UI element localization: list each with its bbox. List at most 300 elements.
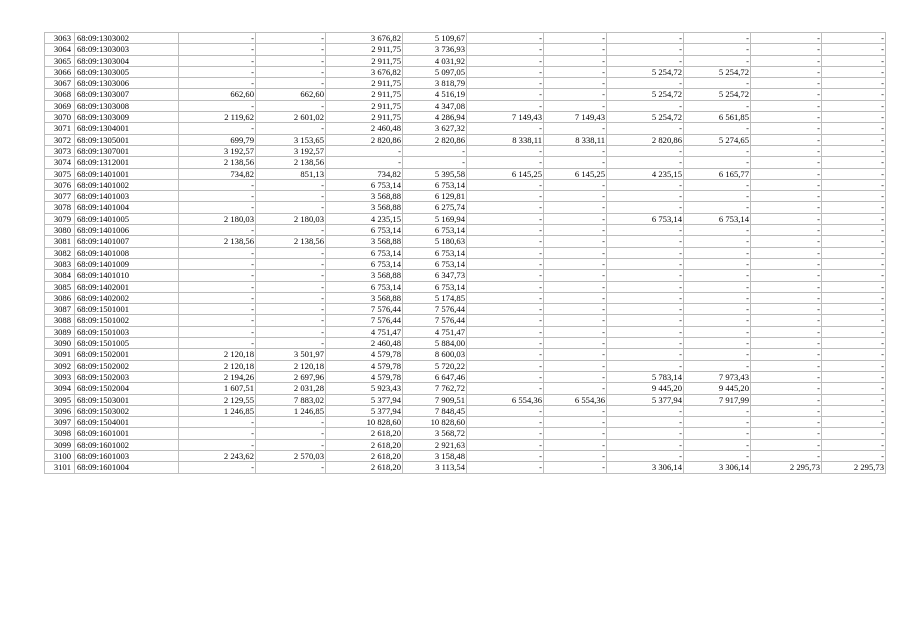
value-col-9-cell: - [751, 360, 822, 371]
cadastral-code-cell: 68:09:1303005 [75, 66, 179, 77]
value-col-2-cell: - [256, 428, 326, 439]
value-col-5-cell: - [467, 292, 544, 303]
value-col-1-cell: 2 243,62 [179, 450, 256, 461]
value-col-1-cell: 2 180,03 [179, 213, 256, 224]
value-col-2-cell: - [256, 179, 326, 190]
value-col-8-cell: - [684, 44, 751, 55]
cadastral-code-cell: 68:09:1401006 [75, 225, 179, 236]
value-col-3-cell: 4 751,47 [326, 326, 403, 337]
value-col-2-cell: 3 501,97 [256, 349, 326, 360]
table-row [45, 157, 886, 168]
value-col-5-cell: - [467, 258, 544, 269]
table-row [45, 145, 886, 156]
value-col-7-cell: - [607, 145, 684, 156]
value-col-10-cell: - [822, 349, 886, 360]
value-col-6-cell: - [544, 405, 607, 416]
value-col-10-cell: - [822, 281, 886, 292]
row-number-cell: 3065 [45, 55, 75, 66]
value-col-10-cell: - [822, 292, 886, 303]
cadastral-code-cell: 68:09:1501001 [75, 304, 179, 315]
value-col-10-cell: - [822, 428, 886, 439]
value-col-3-cell: 6 753,14 [326, 258, 403, 269]
value-col-2-cell: 3 192,57 [256, 145, 326, 156]
table-row [45, 281, 886, 292]
cadastral-code-cell: 68:09:1402001 [75, 281, 179, 292]
cadastral-code-cell: 68:09:1303008 [75, 100, 179, 111]
value-col-2-cell: 2 570,03 [256, 450, 326, 461]
cadastral-code-cell: 68:09:1504001 [75, 417, 179, 428]
value-col-10-cell: - [822, 315, 886, 326]
value-col-5-cell: - [467, 405, 544, 416]
value-col-9-cell: - [751, 349, 822, 360]
row-number-cell: 3071 [45, 123, 75, 134]
value-col-1-cell: - [179, 315, 256, 326]
value-col-7-cell: - [607, 202, 684, 213]
cadastral-code-cell: 68:09:1502001 [75, 349, 179, 360]
value-col-5-cell: - [467, 247, 544, 258]
value-col-10-cell: - [822, 371, 886, 382]
table-row [45, 304, 886, 315]
value-col-6-cell: - [544, 281, 607, 292]
value-col-10-cell: - [822, 383, 886, 394]
value-col-1-cell: 1 246,85 [179, 405, 256, 416]
value-col-4-cell: 6 129,81 [403, 191, 467, 202]
value-col-6-cell: - [544, 123, 607, 134]
value-col-2-cell: 2 601,02 [256, 112, 326, 123]
value-col-4-cell: 3 736,93 [403, 44, 467, 55]
cadastral-code-cell: 68:09:1601001 [75, 428, 179, 439]
value-col-8-cell: - [684, 326, 751, 337]
value-col-1-cell: - [179, 247, 256, 258]
value-col-2-cell: - [256, 462, 326, 473]
value-col-7-cell: 4 235,15 [607, 168, 684, 179]
cadastral-code-cell: 68:09:1502002 [75, 360, 179, 371]
value-col-2-cell: 2 138,56 [256, 236, 326, 247]
value-col-10-cell: - [822, 417, 886, 428]
cadastral-code-cell: 68:09:1501005 [75, 338, 179, 349]
value-col-6-cell: - [544, 360, 607, 371]
row-number-cell: 3069 [45, 100, 75, 111]
value-col-5-cell: - [467, 66, 544, 77]
value-col-5-cell: - [467, 450, 544, 461]
value-col-4-cell: 6 753,14 [403, 179, 467, 190]
value-col-2-cell: 2 138,56 [256, 157, 326, 168]
value-col-5-cell: - [467, 89, 544, 100]
value-col-3-cell: 5 923,43 [326, 383, 403, 394]
value-col-2-cell: - [256, 281, 326, 292]
cadastral-code-cell: 68:09:1312001 [75, 157, 179, 168]
value-col-3-cell: 2 911,75 [326, 112, 403, 123]
value-col-3-cell: 3 568,88 [326, 270, 403, 281]
value-col-7-cell: - [607, 450, 684, 461]
value-col-2-cell: - [256, 55, 326, 66]
value-col-3-cell: 5 377,94 [326, 405, 403, 416]
value-col-4-cell: 4 751,47 [403, 326, 467, 337]
value-col-1-cell: 734,82 [179, 168, 256, 179]
value-col-10-cell: - [822, 439, 886, 450]
value-col-7-cell: 9 445,20 [607, 383, 684, 394]
value-col-4-cell: 5 720,22 [403, 360, 467, 371]
value-col-8-cell: - [684, 100, 751, 111]
value-col-10-cell: - [822, 89, 886, 100]
table-row [45, 44, 886, 55]
value-col-6-cell: - [544, 179, 607, 190]
value-col-9-cell: - [751, 428, 822, 439]
row-number-cell: 3081 [45, 236, 75, 247]
value-col-9-cell: - [751, 202, 822, 213]
value-col-2-cell: - [256, 225, 326, 236]
value-col-10-cell: - [822, 225, 886, 236]
row-number-cell: 3072 [45, 134, 75, 145]
value-col-10-cell: - [822, 33, 886, 44]
value-col-6-cell: - [544, 145, 607, 156]
value-col-7-cell: - [607, 304, 684, 315]
value-col-3-cell: 6 753,14 [326, 225, 403, 236]
row-number-cell: 3074 [45, 157, 75, 168]
value-col-6-cell: - [544, 462, 607, 473]
row-number-cell: 3068 [45, 89, 75, 100]
value-col-1-cell: - [179, 304, 256, 315]
value-col-4-cell: 4 286,94 [403, 112, 467, 123]
value-col-8-cell: 9 445,20 [684, 383, 751, 394]
value-col-9-cell: - [751, 123, 822, 134]
value-col-6-cell: - [544, 292, 607, 303]
value-col-8-cell: - [684, 202, 751, 213]
value-col-7-cell: - [607, 258, 684, 269]
value-col-10-cell: - [822, 326, 886, 337]
value-col-5-cell: 6 145,25 [467, 168, 544, 179]
value-col-1-cell: - [179, 258, 256, 269]
value-col-9-cell: - [751, 247, 822, 258]
value-col-5-cell: - [467, 55, 544, 66]
value-col-10-cell: - [822, 258, 886, 269]
value-col-3-cell: 2 911,75 [326, 55, 403, 66]
row-number-cell: 3077 [45, 191, 75, 202]
table-row [45, 383, 886, 394]
table-row [45, 349, 886, 360]
value-col-9-cell: - [751, 213, 822, 224]
row-number-cell: 3091 [45, 349, 75, 360]
value-col-1-cell: - [179, 123, 256, 134]
cadastral-code-cell: 68:09:1401010 [75, 270, 179, 281]
value-col-2-cell: - [256, 439, 326, 450]
value-col-6-cell: - [544, 247, 607, 258]
value-col-1-cell: - [179, 33, 256, 44]
value-col-5-cell: - [467, 338, 544, 349]
cadastral-code-cell: 68:09:1501003 [75, 326, 179, 337]
value-col-4-cell: 5 097,05 [403, 66, 467, 77]
value-col-2-cell: - [256, 326, 326, 337]
cadastral-code-cell: 68:09:1401005 [75, 213, 179, 224]
value-col-2-cell: - [256, 258, 326, 269]
value-col-8-cell: - [684, 315, 751, 326]
value-col-1-cell: - [179, 55, 256, 66]
value-col-5-cell: - [467, 371, 544, 382]
value-col-10-cell: - [822, 338, 886, 349]
value-col-6-cell: - [544, 428, 607, 439]
table-row [45, 202, 886, 213]
value-col-2-cell: - [256, 247, 326, 258]
value-col-2-cell: - [256, 100, 326, 111]
value-col-9-cell: - [751, 179, 822, 190]
value-col-5-cell: - [467, 236, 544, 247]
table-row [45, 134, 886, 145]
value-col-8-cell: 7 917,99 [684, 394, 751, 405]
row-number-cell: 3064 [45, 44, 75, 55]
value-col-8-cell: - [684, 78, 751, 89]
value-col-3-cell: 3 676,82 [326, 66, 403, 77]
row-number-cell: 3095 [45, 394, 75, 405]
row-number-cell: 3098 [45, 428, 75, 439]
value-col-8-cell: - [684, 281, 751, 292]
value-col-5-cell: - [467, 179, 544, 190]
value-col-6-cell: - [544, 236, 607, 247]
value-col-3-cell: 6 753,14 [326, 247, 403, 258]
value-col-10-cell: - [822, 157, 886, 168]
value-col-6-cell: - [544, 157, 607, 168]
value-col-1-cell: - [179, 428, 256, 439]
value-col-3-cell: 3 568,88 [326, 191, 403, 202]
row-number-cell: 3079 [45, 213, 75, 224]
value-col-5-cell: - [467, 191, 544, 202]
value-col-5-cell: - [467, 33, 544, 44]
value-col-9-cell: - [751, 66, 822, 77]
value-col-10-cell: - [822, 236, 886, 247]
value-col-2-cell: - [256, 417, 326, 428]
value-col-1-cell: - [179, 100, 256, 111]
cadastral-code-cell: 68:09:1401001 [75, 168, 179, 179]
value-col-3-cell: 3 676,82 [326, 33, 403, 44]
value-col-7-cell: - [607, 428, 684, 439]
value-col-9-cell: - [751, 89, 822, 100]
value-col-8-cell: - [684, 338, 751, 349]
row-number-cell: 3080 [45, 225, 75, 236]
value-col-3-cell: 3 568,88 [326, 202, 403, 213]
value-col-1-cell: - [179, 202, 256, 213]
value-col-3-cell: 6 753,14 [326, 281, 403, 292]
value-col-6-cell: - [544, 371, 607, 382]
row-number-cell: 3086 [45, 292, 75, 303]
value-col-1-cell: 2 119,62 [179, 112, 256, 123]
value-col-4-cell: 3 113,54 [403, 462, 467, 473]
value-col-1-cell: - [179, 270, 256, 281]
value-col-6-cell: 6 554,36 [544, 394, 607, 405]
value-col-4-cell: 5 169,94 [403, 213, 467, 224]
value-col-2-cell: 2 697,96 [256, 371, 326, 382]
value-col-8-cell: - [684, 123, 751, 134]
value-col-9-cell: - [751, 394, 822, 405]
value-col-7-cell: - [607, 236, 684, 247]
value-col-7-cell: - [607, 270, 684, 281]
value-col-4-cell: 3 627,32 [403, 123, 467, 134]
cadastral-code-cell: 68:09:1401004 [75, 202, 179, 213]
cadastral-code-cell: 68:09:1307001 [75, 145, 179, 156]
value-col-3-cell: 3 568,88 [326, 236, 403, 247]
value-col-3-cell: 2 618,20 [326, 450, 403, 461]
value-col-8-cell: - [684, 450, 751, 461]
value-col-6-cell: - [544, 89, 607, 100]
value-col-6-cell: 7 149,43 [544, 112, 607, 123]
cadastral-code-cell: 68:09:1401003 [75, 191, 179, 202]
table-row [45, 33, 886, 44]
row-number-cell: 3067 [45, 78, 75, 89]
value-col-2-cell: - [256, 191, 326, 202]
row-number-cell: 3090 [45, 338, 75, 349]
cadastral-code-cell: 68:09:1402002 [75, 292, 179, 303]
value-col-7-cell: - [607, 315, 684, 326]
value-col-1-cell: - [179, 326, 256, 337]
table-row [45, 213, 886, 224]
value-col-1-cell: - [179, 66, 256, 77]
value-col-7-cell: 6 753,14 [607, 213, 684, 224]
row-number-cell: 3088 [45, 315, 75, 326]
value-col-4-cell: 6 753,14 [403, 225, 467, 236]
value-col-6-cell: - [544, 202, 607, 213]
value-col-10-cell: - [822, 450, 886, 461]
value-col-8-cell: 6 561,85 [684, 112, 751, 123]
cadastral-code-cell: 68:09:1304001 [75, 123, 179, 134]
value-col-2-cell: - [256, 66, 326, 77]
value-col-7-cell: - [607, 44, 684, 55]
value-col-3-cell: 2 820,86 [326, 134, 403, 145]
value-col-1-cell: 699,79 [179, 134, 256, 145]
table-row [45, 462, 886, 473]
value-col-1-cell: 2 120,18 [179, 360, 256, 371]
value-col-9-cell: - [751, 270, 822, 281]
value-col-3-cell: - [326, 145, 403, 156]
value-col-3-cell: 2 618,20 [326, 428, 403, 439]
cadastral-code-cell: 68:09:1601004 [75, 462, 179, 473]
table-row [45, 179, 886, 190]
cadastral-code-cell: 68:09:1503002 [75, 405, 179, 416]
value-col-10-cell: - [822, 405, 886, 416]
value-col-5-cell: - [467, 417, 544, 428]
row-number-cell: 3070 [45, 112, 75, 123]
value-col-1-cell: - [179, 281, 256, 292]
table-row [45, 112, 886, 123]
value-col-4-cell: 3 818,79 [403, 78, 467, 89]
value-col-6-cell: - [544, 225, 607, 236]
value-col-8-cell: 6 753,14 [684, 213, 751, 224]
value-col-4-cell: 5 180,63 [403, 236, 467, 247]
table-row [45, 371, 886, 382]
value-col-8-cell: - [684, 33, 751, 44]
value-col-9-cell: - [751, 236, 822, 247]
table-row [45, 78, 886, 89]
value-col-9-cell: - [751, 33, 822, 44]
row-number-cell: 3096 [45, 405, 75, 416]
value-col-4-cell: 6 753,14 [403, 247, 467, 258]
table-row [45, 338, 886, 349]
value-col-3-cell: - [326, 157, 403, 168]
row-number-cell: 3082 [45, 247, 75, 258]
value-col-4-cell: 6 647,46 [403, 371, 467, 382]
value-col-2-cell: - [256, 33, 326, 44]
value-col-6-cell: - [544, 66, 607, 77]
value-col-3-cell: 2 911,75 [326, 89, 403, 100]
value-col-5-cell: - [467, 326, 544, 337]
value-col-2-cell: - [256, 123, 326, 134]
row-number-cell: 3093 [45, 371, 75, 382]
value-col-6-cell: - [544, 450, 607, 461]
cadastral-code-cell: 68:09:1305001 [75, 134, 179, 145]
value-col-10-cell: - [822, 270, 886, 281]
value-col-8-cell: - [684, 292, 751, 303]
value-col-8-cell: - [684, 439, 751, 450]
value-col-7-cell: - [607, 281, 684, 292]
value-col-9-cell: - [751, 145, 822, 156]
value-col-4-cell: 5 109,67 [403, 33, 467, 44]
value-col-7-cell: - [607, 191, 684, 202]
row-number-cell: 3094 [45, 383, 75, 394]
value-col-8-cell: - [684, 428, 751, 439]
value-col-7-cell: 2 820,86 [607, 134, 684, 145]
value-col-10-cell: - [822, 394, 886, 405]
value-col-2-cell: 3 153,65 [256, 134, 326, 145]
value-col-10-cell: 2 295,73 [822, 462, 886, 473]
value-col-5-cell: 8 338,11 [467, 134, 544, 145]
value-col-4-cell: 7 576,44 [403, 315, 467, 326]
value-col-2-cell: - [256, 304, 326, 315]
value-col-6-cell: - [544, 78, 607, 89]
value-col-5-cell: - [467, 315, 544, 326]
value-col-1-cell: - [179, 78, 256, 89]
value-col-2-cell: - [256, 338, 326, 349]
row-number-cell: 3085 [45, 281, 75, 292]
value-col-5-cell: - [467, 281, 544, 292]
cadastral-code-cell: 68:09:1601002 [75, 439, 179, 450]
table-row [45, 258, 886, 269]
value-col-7-cell: - [607, 157, 684, 168]
value-col-2-cell: - [256, 270, 326, 281]
row-number-cell: 3101 [45, 462, 75, 473]
row-number-cell: 3078 [45, 202, 75, 213]
value-col-3-cell: 2 460,48 [326, 338, 403, 349]
value-col-3-cell: 7 576,44 [326, 315, 403, 326]
value-col-7-cell: 3 306,14 [607, 462, 684, 473]
value-col-2-cell: - [256, 292, 326, 303]
value-col-6-cell: - [544, 439, 607, 450]
value-col-3-cell: 2 911,75 [326, 100, 403, 111]
value-col-8-cell: - [684, 236, 751, 247]
value-col-2-cell: 662,60 [256, 89, 326, 100]
value-col-6-cell: - [544, 383, 607, 394]
value-col-4-cell: 10 828,60 [403, 417, 467, 428]
cadastral-code-cell: 68:09:1502003 [75, 371, 179, 382]
value-col-9-cell: 2 295,73 [751, 462, 822, 473]
value-col-7-cell: 5 783,14 [607, 371, 684, 382]
value-col-4-cell: 3 568,72 [403, 428, 467, 439]
value-col-4-cell: 7 576,44 [403, 304, 467, 315]
value-col-7-cell: - [607, 247, 684, 258]
value-col-9-cell: - [751, 304, 822, 315]
value-col-9-cell: - [751, 326, 822, 337]
value-col-3-cell: 4 235,15 [326, 213, 403, 224]
value-col-4-cell: 6 275,74 [403, 202, 467, 213]
value-col-5-cell: - [467, 213, 544, 224]
value-col-7-cell: - [607, 123, 684, 134]
value-col-9-cell: - [751, 315, 822, 326]
cadastral-code-cell: 68:09:1303004 [75, 55, 179, 66]
value-col-8-cell: - [684, 270, 751, 281]
value-col-6-cell: 8 338,11 [544, 134, 607, 145]
value-col-7-cell: 5 254,72 [607, 89, 684, 100]
value-col-7-cell: - [607, 179, 684, 190]
value-col-6-cell: - [544, 304, 607, 315]
value-col-1-cell: 662,60 [179, 89, 256, 100]
value-col-8-cell: - [684, 145, 751, 156]
value-col-2-cell: 2 180,03 [256, 213, 326, 224]
